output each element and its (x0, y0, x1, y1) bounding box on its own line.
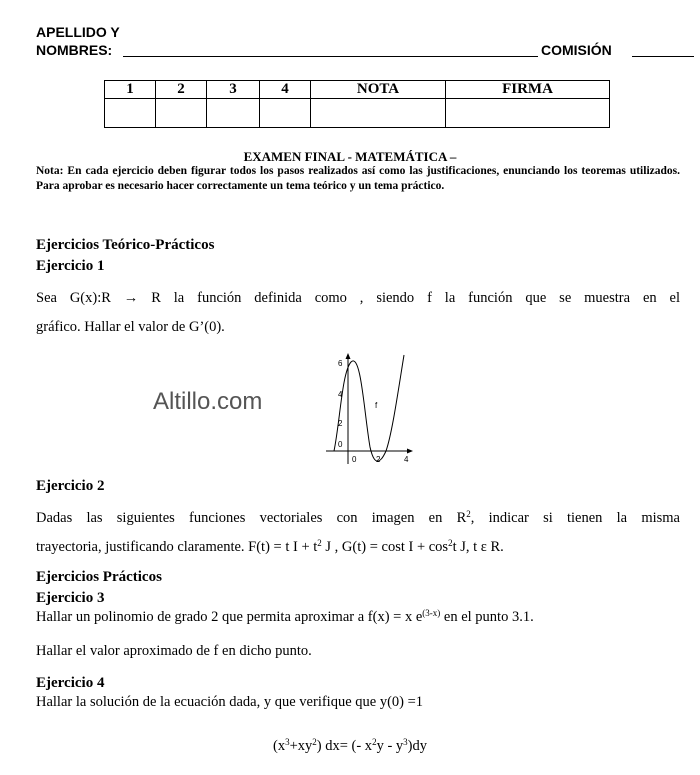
grade-col-firma: FIRMA (446, 81, 610, 99)
grade-cell-firma[interactable] (446, 99, 610, 128)
nombres-label: NOMBRES: (36, 42, 113, 58)
grades-blank-row (105, 99, 610, 128)
ej2-line2-sup2: 2 (448, 538, 453, 548)
grade-col-nota: NOTA (311, 81, 446, 99)
eq-part-d: y - y (376, 738, 404, 754)
curve-label-f: f (375, 401, 378, 410)
ej2-line2-sup1: 2 (317, 538, 322, 548)
exam-title: EXAMEN FINAL - MATEMÁTICA – (243, 149, 457, 164)
nombres-row (36, 42, 666, 60)
grade-col-1: 1 (105, 81, 156, 99)
y-axis-arrow (346, 353, 351, 359)
ej1-line2: gráfico. Hallar el valor de G’(0). (36, 319, 225, 335)
ej4-title: Ejercicio 4 (36, 675, 105, 691)
nombres-blank-line[interactable] (123, 42, 538, 57)
grade-cell-nota[interactable] (311, 99, 446, 128)
ej3-line1 (36, 609, 534, 626)
ej2-line1 (36, 504, 680, 533)
grade-cell-1[interactable] (105, 99, 156, 128)
exam-note: Nota: En cada ejercicio deben figurar todos los pasos realizados así como las justificaciones, enunciando los teoremas utilizados. Para aprobar es necesario hacer correctamente un tema teórico y un tema práctico. (36, 165, 680, 192)
x-axis-arrow (407, 449, 413, 454)
ej1-line1: Sea G(x):R → R la función definida como , siendo f la función que se muestra en el (36, 290, 680, 306)
grade-col-3: 3 (207, 81, 260, 99)
ej2-line2-c: t J, t ε R. (452, 539, 504, 555)
ej2-line1-a: Dadas las siguientes funciones vectoriales con imagen en R (36, 510, 467, 526)
grade-cell-2[interactable] (156, 99, 207, 128)
eq-part-b: +xy (289, 738, 313, 754)
watermark-text: Altillo.com (153, 388, 263, 415)
x-tick-2: 2 (376, 455, 381, 464)
ej3-line1-sup: (3-x) (422, 608, 441, 618)
y-tick-6: 6 (338, 359, 343, 368)
ej4-equation (0, 738, 700, 755)
function-curve (334, 355, 404, 461)
section-practice: Ejercicios Prácticos (36, 569, 162, 585)
eq-part-a: (x (272, 738, 286, 754)
grades-table (104, 80, 610, 128)
ej2-line2-a: trayectoria, justificando claramente. F(t) = t I + t (36, 539, 318, 555)
section-theory-practice: Ejercicios Teórico-Prácticos (36, 237, 215, 253)
comision-blank-line[interactable] (632, 42, 694, 57)
apellido-label: APELLIDO Y (36, 24, 120, 40)
ej2-line1-sup: 2 (466, 509, 471, 519)
x-tick-4: 4 (404, 455, 409, 464)
ej3-line2: Hallar el valor aproximado de f en dicho punto. (36, 643, 312, 659)
y-tick-4: 4 (338, 390, 343, 399)
ej1-title: Ejercicio 1 (36, 258, 105, 274)
grade-col-2: 2 (156, 81, 207, 99)
ej2-line1-b: , indicar si tienen la misma (470, 510, 680, 526)
eq-sup-3: 2 (372, 737, 377, 747)
ej3-line1-a: Hallar un polinomio de grado 2 que permita aproximar a f(x) = x e (36, 609, 423, 625)
grades-header-row (105, 81, 610, 99)
grade-col-4: 4 (260, 81, 311, 99)
eq-part-c: ) dx= (- x (316, 738, 373, 754)
ej3-line1-b: en el punto 3.1. (440, 609, 534, 625)
x-tick-0: 0 (352, 455, 357, 464)
function-graph (318, 352, 418, 472)
comision-label: COMISIÓN (541, 42, 612, 58)
grade-cell-3[interactable] (207, 99, 260, 128)
grade-cell-4[interactable] (260, 99, 311, 128)
y-tick-2: 2 (338, 419, 343, 428)
ej2-title: Ejercicio 2 (36, 478, 105, 494)
ej3-title: Ejercicio 3 (36, 590, 105, 606)
eq-sup-2: 2 (312, 737, 317, 747)
y-tick-0: 0 (338, 440, 343, 449)
ej2-line2 (36, 533, 504, 562)
ej2-line2-b: J , G(t) = cost I + cos (321, 539, 449, 555)
eq-sup-4: 3 (403, 737, 408, 747)
ej4-line1: Hallar la solución de la ecuación dada, y que verifique que y(0) =1 (36, 694, 424, 710)
eq-sup-1: 3 (285, 737, 290, 747)
eq-part-e: )dy (407, 738, 427, 754)
